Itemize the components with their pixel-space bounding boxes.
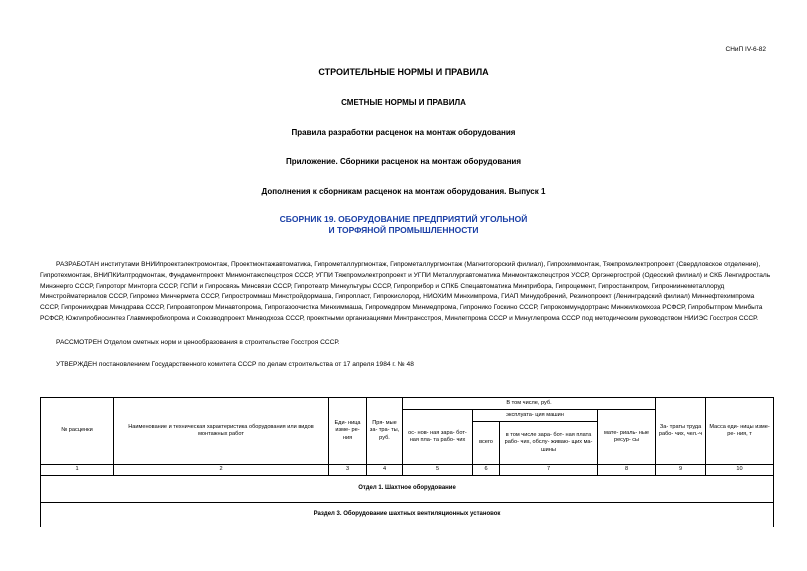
heading-building-norms: СТРОИТЕЛЬНЫЕ НОРМЫ И ПРАВИЛА — [318, 67, 489, 77]
column-number: 10 — [706, 465, 774, 476]
header-including: В том числе, руб. — [403, 398, 656, 410]
header-direct-costs: Пря- мые за- тра- ты, руб. — [367, 398, 403, 465]
header-rate-number: № расценки — [41, 398, 114, 465]
heading-estimate-norms: СМЕТНЫЕ НОРМЫ И ПРАВИЛА — [341, 98, 466, 107]
subsection-title: Раздел 3. Оборудование шахтных вентиляционных установок — [41, 502, 774, 527]
column-number: 3 — [329, 465, 367, 476]
header-materials: мате- риаль- ные ресур- сы — [598, 410, 656, 465]
header-unit-mass: Масса еди- ницы изме- ре- ния, т — [706, 398, 774, 465]
header-base-wages: ос- нов- ная зара- бот- ная пла- та рабо- чих — [403, 410, 473, 465]
header-labor-costs: За- траты труда рабо- чих, чел.-ч — [656, 398, 706, 465]
header-machine-wages: в том числе зара- бот- ная плата рабо- чих, обслу- живаю- щих ма- шины — [500, 422, 598, 465]
reviewed-by-paragraph: РАССМОТРЕН Отделом сметных норм и ценообразования в строительстве Госстроя СССР. — [56, 339, 340, 346]
header-total: всего — [473, 422, 500, 465]
column-number: 8 — [598, 465, 656, 476]
column-number: 7 — [500, 465, 598, 476]
heading-appendix: Приложение. Сборники расценок на монтаж оборудования — [285, 157, 522, 166]
column-number: 1 — [41, 465, 114, 476]
heading-rules: Правила разработки расценок на монтаж оборудования — [291, 128, 516, 137]
rates-table — [40, 397, 774, 527]
document-code: СНиП IV-6-82 — [725, 46, 766, 53]
heading-additions: Дополнения к сборникам расценок на монтаж оборудования. Выпуск 1 — [261, 187, 546, 196]
collection-title — [0, 214, 807, 236]
column-number: 4 — [367, 465, 403, 476]
section-title: Отдел 1. Шахтное оборудование — [41, 475, 774, 502]
column-number: 2 — [114, 465, 329, 476]
header-machine-operation: эксплуата- ция машин — [473, 410, 598, 422]
column-number: 6 — [473, 465, 500, 476]
developed-by-paragraph: РАЗРАБОТАН институтами ВНИИпроектэлектромонтаж, Проектмонтажавтоматика, Гипрометаллургмонтаж, Гипрометаллургмонтаж (Магнитогорский филиал), Гипрохиммонтаж, Тяжпромэлектропроект (Свердловское отделение), Гипротехмонтаж, ВНИПКИэлтродмонтаж, Фундаментпроект Минмонтажспецстроя СССР, УГПИ Тяжпромэлектропроект и УГПИ Металлургавтоматика Минмонтажспецстроя УССР, Оргэнергострой (Одесский филиал) и СКБ Ленгидросталь Минэнерго СССР, Гипроторг Минторга СССР, ГСПИ и Гипросвязь Минсвязи СССР, Гипротеатр Минкультуры СССР, Гипроприбор и СПКБ Спецавтоматика Минприбора, Гипроцемент, Гипростанкпром, Гипрониинеметаллоруд Минстройматериалов СССР, Гипромез Минчермета СССР, Гипростроммаш Минстройдормаша, Гипропласт, Гипрокислород, НИОХИМ Минхимпрома, ГИАП Минудобрений, Резинопроект (Ленинградский филиал) Миннефтехимпрома СССР, Гипрониихдрав Минздрава СССР, Гипроавтопром Минавтопрома, Гипрогазоочистка Минхиммаша, Гипромедпром Минмедпрома, Гипронико Госкино СССР, Гипрокоммундортранс Минжилкомхоза РСФСР, Гипробытпром Минбыта РСФСР, Южгипробиосинтез Главмикробиопрома и Союзводпроект Минводхоза СССР, проектными организациями Минтрансстроя, Минлегпрома СССР и Минуглепрома СССР под методическим руководством НИИЭС Госстроя СССР. — [40, 261, 771, 322]
approved-by-paragraph: УТВЕРЖДЕН постановлением Государственного комитета СССР по делам строительства от 17 апреля 1984 г. № 48 — [56, 361, 414, 368]
header-equipment-name: Наименование и техническая характеристика оборудования или видов монтажных работ — [114, 398, 329, 465]
collection-title-line-2: И ТОРФЯНОЙ ПРОМЫШЛЕННОСТИ — [328, 225, 479, 235]
header-unit: Еди- ница изме- ре- ния — [329, 398, 367, 465]
column-number: 9 — [656, 465, 706, 476]
collection-title-line-1: СБОРНИК 19. ОБОРУДОВАНИЕ ПРЕДПРИЯТИЙ УГОЛЬНОЙ — [279, 214, 528, 224]
column-number: 5 — [403, 465, 473, 476]
